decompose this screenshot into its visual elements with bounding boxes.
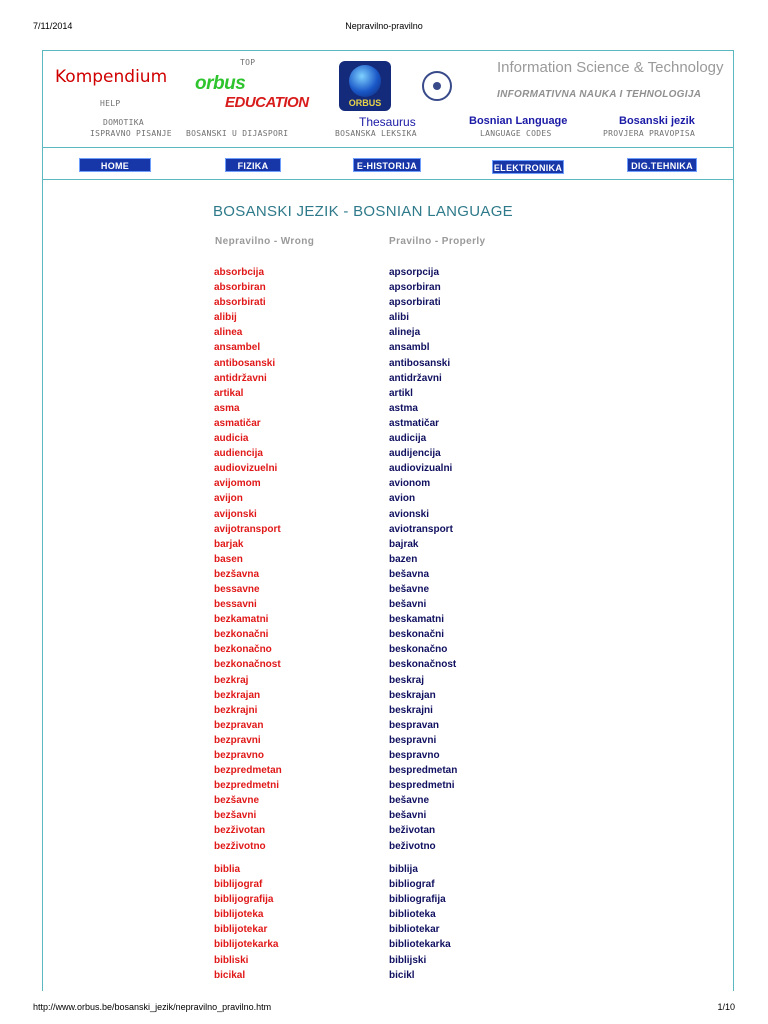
wrong-word: bezkraj <box>214 674 249 686</box>
word-row <box>214 539 674 554</box>
proper-word: bespredmetan <box>389 765 458 777</box>
wrong-word: bezživotno <box>214 840 266 852</box>
word-row <box>214 448 674 463</box>
proper-word: apsorpcija <box>389 267 440 278</box>
wrong-word: biblijotekarka <box>214 939 279 951</box>
nav-bar <box>43 149 733 180</box>
word-row <box>214 720 674 735</box>
wrong-word: bezpravan <box>214 719 264 731</box>
proper-word: beskraj <box>389 674 425 686</box>
wrong-word: biblijografija <box>214 894 274 906</box>
proper-word: beskamatni <box>389 614 445 626</box>
wrong-word: biblijoteka <box>214 909 264 921</box>
word-row <box>214 939 674 954</box>
proper-word: ansambl <box>389 342 430 354</box>
proper-word: avionski <box>389 508 430 520</box>
wrong-word: bezpredmetan <box>214 765 282 777</box>
word-row <box>214 584 674 599</box>
proper-word: bibliograf <box>389 879 435 891</box>
proper-word: avionom <box>389 478 431 490</box>
proper-word: bespredmetni <box>389 780 455 792</box>
atom-icon[interactable] <box>422 71 452 101</box>
help-link[interactable]: HELP <box>100 99 121 108</box>
proper-word: bibliografija <box>389 894 446 906</box>
wrong-word: bezšavne <box>214 795 260 807</box>
wrong-word: absorbcija <box>214 267 265 278</box>
wrong-word: avijon <box>214 493 243 505</box>
proper-word: antibosanski <box>389 357 451 369</box>
word-row <box>214 373 674 388</box>
proper-word: bibliotekarka <box>389 939 451 951</box>
word-row <box>214 599 674 614</box>
site-header <box>43 51 733 148</box>
wrong-word: barjak <box>214 538 244 550</box>
word-row <box>214 569 674 584</box>
orbus-globe-logo[interactable] <box>339 61 391 111</box>
wrong-word: bezkonačni <box>214 629 269 641</box>
wrong-word: bezpravni <box>214 734 261 746</box>
print-header <box>0 0 768 31</box>
word-row <box>214 795 674 810</box>
wrong-word: bezkonačno <box>214 644 272 656</box>
word-row <box>214 879 674 894</box>
globe-icon <box>349 65 381 97</box>
proper-word: beživotno <box>389 840 436 852</box>
word-row <box>214 825 674 840</box>
domotika-link[interactable]: DOMOTIKA <box>103 118 144 127</box>
bosnian-language-link[interactable]: Bosnian Language <box>469 115 568 127</box>
wrong-word: bezkonačnost <box>214 659 281 671</box>
word-row <box>214 358 674 373</box>
wrong-word: bezšavna <box>214 568 260 580</box>
wrong-word: bezpravno <box>214 750 265 761</box>
column-header-properly: Pravilno - Properly <box>389 236 486 247</box>
proper-word: astma <box>389 402 418 414</box>
proper-word: astmatičar <box>389 417 440 429</box>
proper-word: antidržavni <box>389 372 442 384</box>
wrong-word: audiencija <box>214 448 263 460</box>
wrong-word: bezpredmetni <box>214 780 280 792</box>
proper-word: bicikl <box>389 969 415 981</box>
wrong-word: bezživotan <box>214 825 266 837</box>
proper-word: bešavne <box>389 583 430 595</box>
info-nauka-link[interactable]: INFORMATIVNA NAUKA I TEHNOLOGIJA <box>497 89 702 100</box>
globe-label: ORBUS <box>348 98 382 108</box>
column-header-wrong: Nepravilno - Wrong <box>215 236 315 247</box>
wrong-word: avijomom <box>214 478 261 490</box>
proper-word: bazen <box>389 553 418 565</box>
proper-word: bespravni <box>389 734 437 746</box>
word-row <box>214 780 674 795</box>
word-row <box>214 735 674 750</box>
proper-word: audiovizualni <box>389 463 453 475</box>
proper-word: artikl <box>389 387 413 399</box>
wrong-word: alibij <box>214 312 237 324</box>
proper-word: beskonačni <box>389 629 445 641</box>
word-row <box>214 312 674 327</box>
wrong-word: artikal <box>214 387 244 399</box>
wrong-word: absorbiran <box>214 282 266 294</box>
wrong-word: asmatičar <box>214 417 261 429</box>
wrong-word: audicia <box>214 433 249 445</box>
proper-word: bespravno <box>389 750 440 761</box>
proper-word: apsorbirati <box>389 297 441 309</box>
nav-ehistorija-button[interactable]: E-HISTORIJA <box>353 158 421 172</box>
word-row <box>214 433 674 448</box>
print-date: 7/11/2014 <box>33 21 73 31</box>
info-science-link[interactable]: Information Science & Technology <box>497 59 724 76</box>
wrong-word: biblijograf <box>214 879 263 891</box>
proper-word: alibi <box>389 312 410 324</box>
proper-word: beživotan <box>389 825 436 837</box>
word-row <box>214 614 674 629</box>
wrong-word: audiovizuelni <box>214 463 278 475</box>
word-row <box>214 765 674 780</box>
word-row <box>214 267 674 282</box>
word-row <box>214 970 674 985</box>
bosanski-jezik-link[interactable]: Bosanski jezik <box>619 115 695 127</box>
proper-word: bibliotekar <box>389 924 440 936</box>
word-row <box>214 750 674 765</box>
wrong-word: bicikal <box>214 969 246 981</box>
wrong-word: avijonski <box>214 508 257 520</box>
education-logo-text: EDUCATION <box>225 94 309 111</box>
word-row <box>214 659 674 674</box>
orbus-education-logo[interactable] <box>195 73 309 119</box>
nav-home-button[interactable]: HOME <box>79 158 151 172</box>
wrong-word: bezkamatni <box>214 614 269 626</box>
kompendium-link[interactable]: Kompendium <box>55 67 168 87</box>
proper-word: beskonačnost <box>389 659 457 671</box>
provjera-link[interactable]: PROVJERA PRAVOPISA <box>603 129 696 138</box>
proper-word: apsorbiran <box>389 282 441 294</box>
proper-word: bespravan <box>389 719 440 731</box>
wrong-word: antibosanski <box>214 357 276 369</box>
word-row <box>214 644 674 659</box>
word-row <box>214 894 674 909</box>
proper-word: audijencija <box>389 448 441 460</box>
word-row <box>214 841 674 856</box>
word-row <box>214 509 674 524</box>
word-row <box>214 297 674 312</box>
print-page-number: 1/10 <box>717 1002 735 1012</box>
word-row <box>214 478 674 493</box>
print-footer <box>0 994 768 1024</box>
dijaspora-link[interactable]: BOSANSKI U DIJASPORI <box>186 129 289 138</box>
word-row <box>214 418 674 433</box>
wrong-word: bessavne <box>214 583 260 595</box>
proper-word: bešavna <box>389 568 430 580</box>
word-row <box>214 705 674 720</box>
word-row <box>214 524 674 539</box>
word-row <box>214 629 674 644</box>
wrong-word: bezkrajan <box>214 689 261 701</box>
wrong-word: alinea <box>214 327 243 339</box>
wrong-word: asma <box>214 402 240 414</box>
page-title: BOSANSKI JEZIK - BOSNIAN LANGUAGE <box>213 203 513 220</box>
proper-word: audicija <box>389 433 427 445</box>
wrong-word: ansambel <box>214 342 261 354</box>
top-link[interactable]: TOP <box>240 58 256 67</box>
word-row <box>214 675 674 690</box>
proper-word: beskonačno <box>389 644 448 656</box>
word-row <box>214 463 674 478</box>
proper-word: avion <box>389 493 416 505</box>
word-row <box>214 810 674 825</box>
wrong-word: bezšavni <box>214 810 257 822</box>
nav-fizika-button[interactable]: FIZIKA <box>225 158 281 172</box>
proper-word: biblijski <box>389 954 427 966</box>
print-url: http://www.orbus.be/bosanski_jezik/nepravilno_pravilno.htm <box>33 1002 272 1012</box>
wrong-word: biblijotekar <box>214 924 268 936</box>
word-row <box>214 554 674 569</box>
orbus-logo-text: orbus <box>195 73 246 94</box>
language-codes-link[interactable]: LANGUAGE CODES <box>480 129 552 138</box>
word-row <box>214 493 674 508</box>
nav-digtehnika-button[interactable]: DIG.TEHNIKA <box>627 158 697 172</box>
wrong-word: bezkrajni <box>214 704 258 716</box>
leksika-link[interactable]: BOSANSKA LEKSIKA <box>335 129 417 138</box>
thesaurus-link[interactable]: Thesaurus <box>359 115 416 129</box>
word-row <box>214 327 674 342</box>
proper-word: biblija <box>389 864 418 875</box>
wrong-word: avijotransport <box>214 523 281 535</box>
wrong-word: absorbirati <box>214 297 266 309</box>
word-row <box>214 955 674 970</box>
proper-word: biblioteka <box>389 909 436 921</box>
word-row <box>214 924 674 939</box>
wrong-word: bessavni <box>214 599 257 611</box>
proper-word: bajrak <box>389 538 419 550</box>
proper-word: bešavni <box>389 599 427 611</box>
word-row <box>214 342 674 357</box>
ispravno-pisanje-link[interactable]: ISPRAVNO PISANJE <box>90 129 172 138</box>
word-row <box>214 690 674 705</box>
proper-word: bešavni <box>389 810 427 822</box>
word-list-group-1 <box>214 267 674 856</box>
word-row <box>214 388 674 403</box>
proper-word: beskrajni <box>389 704 433 716</box>
wrong-word: antidržavni <box>214 372 267 384</box>
proper-word: alineja <box>389 327 421 339</box>
wrong-word: basen <box>214 553 243 565</box>
word-list-group-2 <box>214 864 674 985</box>
proper-word: aviotransport <box>389 523 453 535</box>
proper-word: bešavne <box>389 795 430 807</box>
wrong-word: biblia <box>214 864 241 875</box>
print-title: Nepravilno-pravilno <box>345 21 423 31</box>
word-row <box>214 282 674 297</box>
nav-elektronika-button[interactable]: ELEKTRONIKA <box>492 160 564 174</box>
proper-word: beskrajan <box>389 689 436 701</box>
wrong-word: bibliski <box>214 954 249 966</box>
word-row <box>214 909 674 924</box>
word-row <box>214 403 674 418</box>
word-row <box>214 864 674 879</box>
